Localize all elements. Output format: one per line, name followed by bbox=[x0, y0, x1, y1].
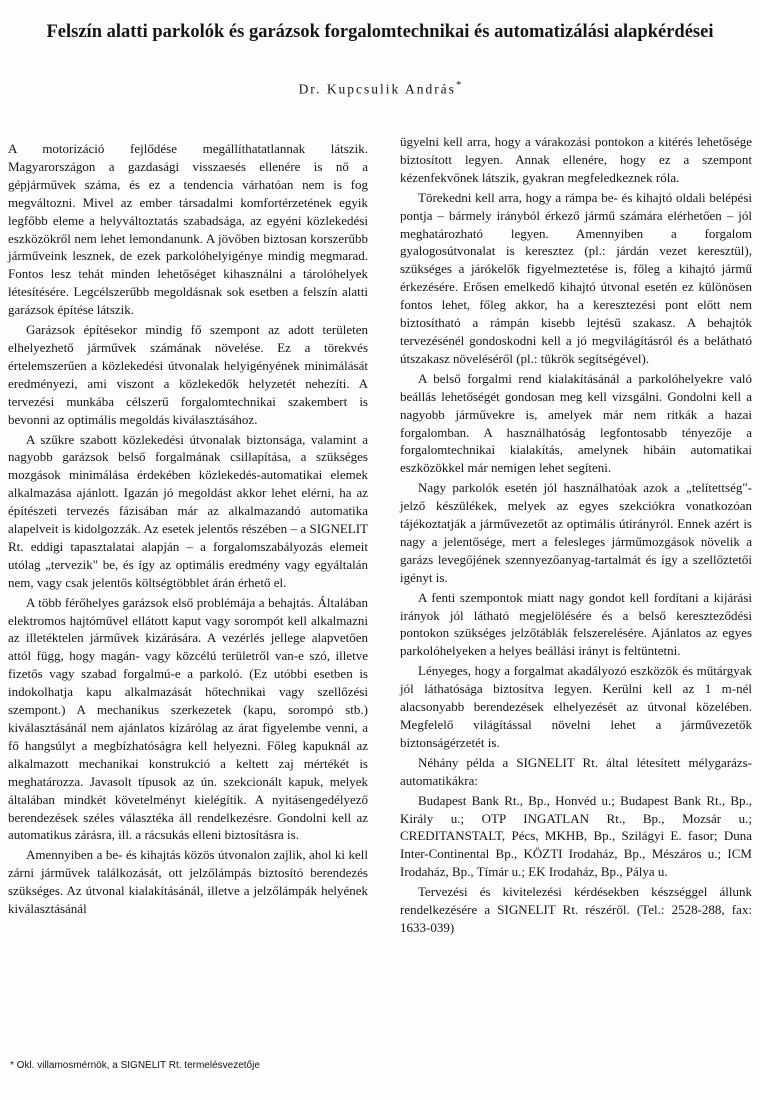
right-column bbox=[400, 133, 752, 939]
paragraph: Nagy parkolók esetén jól használhatóak azok a „telítettség"-jelző készülékek, melyek az egyes szekciókra vonatkozóan tájékoztatják a járművezetőt az optimális útirányról. Ennek azért is nagy a jelentősége, mert a felesleges járműmozgások növelik a garázs levegőjének szennyezőanyag-tartalmát és így a szellőztetői igényt is. bbox=[400, 480, 752, 585]
paragraph: ügyelni kell arra, hogy a várakozási pontokon a kitérés lehetősége biztosított legyen. Annak ellenére, hogy ez a szempont kézenfekvőnek látszik, gyakran megfeledkeznek róla. bbox=[400, 134, 752, 185]
paragraph: Lényeges, hogy a forgalmat akadályozó eszközök és műtárgyak jól láthatósága biztosítva legyen. Kerülni kell az 1 m-nél alacsonyabb berendezések elhelyezését az útvonal közelében. Megfelelő világítással növelni lehet a járművezetők biztonságérzetét is. bbox=[400, 663, 752, 750]
left-column bbox=[8, 140, 368, 920]
contact-paragraph: Tervezési és kivitelezési kérdésekben készséggel állunk rendelkezésére a SIGNELIT Rt. részéről. (Tel.: 2528-288, fax: 1633-039) bbox=[400, 884, 752, 935]
paragraph: Néhány példa a SIGNELIT Rt. által létesített mélygarázs-automatikákra: bbox=[400, 754, 752, 788]
reference-list: Budapest Bank Rt., Bp., Honvéd u.; Budapest Bank Rt., Bp., Király u.; OTP INGATLAN Rt., Bp., Mozsár u.; CREDITANSTALT, Pécs, MKHB, Bp., Szilágyi E. fasor; Duna Inter-Continental Bp., KÖZTI Irodaház, Bp., Mészáros u.; ICM Irodaház, Bp., Tímár u.; EK Irodaház, Bp., Pálya u. bbox=[400, 792, 752, 880]
paragraph: A fenti szempontok miatt nagy gondot kell fordítani a kijárási irányok jól látható megjelölésére és a belső kereszteződési pontokon szükséges jelzőtáblák felszerelésére. Ajánlatos az egyes parkolóhelyeken a helyes beállási irányt is feltüntetni. bbox=[400, 589, 752, 659]
footnote: * Okl. villamosmérnök, a SIGNELIT Rt. termelésvezetője bbox=[10, 1060, 260, 1071]
paragraph: A motorizáció fejlődése megállíthatatlannak látszik. Magyarországon a gazdasági visszaesés ellenére is nő a gépjárművek száma, és ez a tendencia várhatóan nem is fog megváltozni. Mivel az ember társadalmi komfortérzetének egyik legfőbb eleme a helyváltoztatás szabadsága, az egyéni közlekedési eszközökről nem lehet lemondanunk. A jövőben biztosan korszerűbb járműveink lesznek, de ezek parkolóhelyigénye mindig megmarad. Fontos lesz tehát minden lehetőséget kihasználni a tárolóhelyek létesítésére. Legcélszerűbb megoldásnak sok esetben a felszín alatti garázsok építése látszik. bbox=[8, 141, 368, 318]
author-footnote-mark: * bbox=[455, 79, 462, 91]
paragraph: A belső forgalmi rend kialakításánál a parkolóhelyekre való beállás lehetőségét gondosan meg kell vizsgálni. Gondolni kell a nagyobb járművekre is, amelyek már nem ritkák a hazai forgalomban. A használhatóság legfontosabb tényezője a forgalomtechnikai kialakítás, amelynek hibáin automatikai eszközökkel már nemigen lehet segíteni. bbox=[400, 370, 752, 476]
paragraph: A több férőhelyes garázsok első problémája a behajtás. Általában elektromos hajtóművel ellátott kaput vagy sorompót kell alkalmazni az illetéktelen járművek kizárására. A vezérlés jellege alapvetően attól függ, hogy magán- vagy közcélú területről van-e szó, illetve fizetős vagy szabad forgalmú-e a parkoló. (Ez utóbbi esetben is indokolhatja kapu alkalmazását hőtechnikai vagy szellőzési szempont.) A mechanikus szerkezetek (kapu, sorompó stb.) kiválasztásánál nem ajánlatos kizárólag az árat figyelembe venni, a fő hangsúlyt a megbízhatóságra kell helyezni. Főleg kapuknál az alkalmazott mechanikai konstrukció a keltett zaj mértékét is meghatározza. Javasolt típusok az ún. szekcionált kapuk, melyek általában mindkét követelményt kielégítik. A nyitásengedélyező berendezések széles választéka áll rendelkezésre. Gondolni kell az automatikus zárásra, ill. a rácsukás elleni biztosításra is. bbox=[8, 594, 368, 843]
paragraph: Garázsok építésekor mindig fő szempont az adott területen elhelyezhető járművek számának növelése. Ez a törekvés értelemszerűen a közlekedési útvonalak helyigényének minimálását eredményezi, ami viszont a közlekedők helyzetét nehezíti. A tervezési munkába célszerű forgalomtechnikai szakembert is bevonni az optimális megoldás kiválasztásához. bbox=[8, 322, 368, 427]
paragraph: A szűkre szabott közlekedési útvonalak biztonsága, valamint a nagyobb garázsok belső forgalmának csillapítása, a szükséges mozgások minimálása érdekében közlekedés-automatikai elemek alkalmazása ajánlott. Igazán jó megoldást akkor lehet elérni, ha az építészeti tervezés fázisában már az alkalmazandó automatika alapelveit is kidolgozzák. Az esetek jelentős részében – a SIGNELIT Rt. eddigi tapasztalatai alapján – a forgalomszabályozás elemeit utólag „tervezik" be, és így az optimális eredmény vagy egyáltalán nem, vagy csak jelentős költségtöbblet árán érhető el. bbox=[8, 431, 368, 590]
article-title: Felszín alatti parkolók és garázsok forgalomtechnikai és automatizálási alapkérdései bbox=[46, 22, 714, 42]
author-name: Dr. Kupcsulik András bbox=[298, 81, 456, 97]
paragraph: Amennyiben a be- és kihajtás közös útvonalon zajlik, ahol ki kell zárni járművek találkozását, ott jelzőlámpás biztosító berendezés szükséges. Az útvonal kialakításánál, illetve a jelzőlámpák helyének kiválasztásánál bbox=[8, 847, 368, 917]
paragraph: Törekedni kell arra, hogy a rámpa be- és kihajtó oldali belépési pontja – bármely irányból érkező jármű számára elérhetően – jól meghatározható legyen. Amennyiben a forgalom gyalogosútvonalat is keresztez (pl.: járdán vezet keresztül), szükséges a járókelők figyelmeztetése is, főleg a kihajtó jármű érkezésére. Erősen emelkedő kihajtó útvonal esetén ez különösen fontos lehet, főleg akkor, ha a keresztezési pont előtt nem biztosítható a rámpán kisebb lejtésű szakasz. A behajtók tervezésénél gondoskodni kell a jó megvilágításról és a belátható útszakasz növeléséről (pl.: tükrök segítségével). bbox=[400, 189, 752, 366]
author-line bbox=[0, 79, 760, 98]
